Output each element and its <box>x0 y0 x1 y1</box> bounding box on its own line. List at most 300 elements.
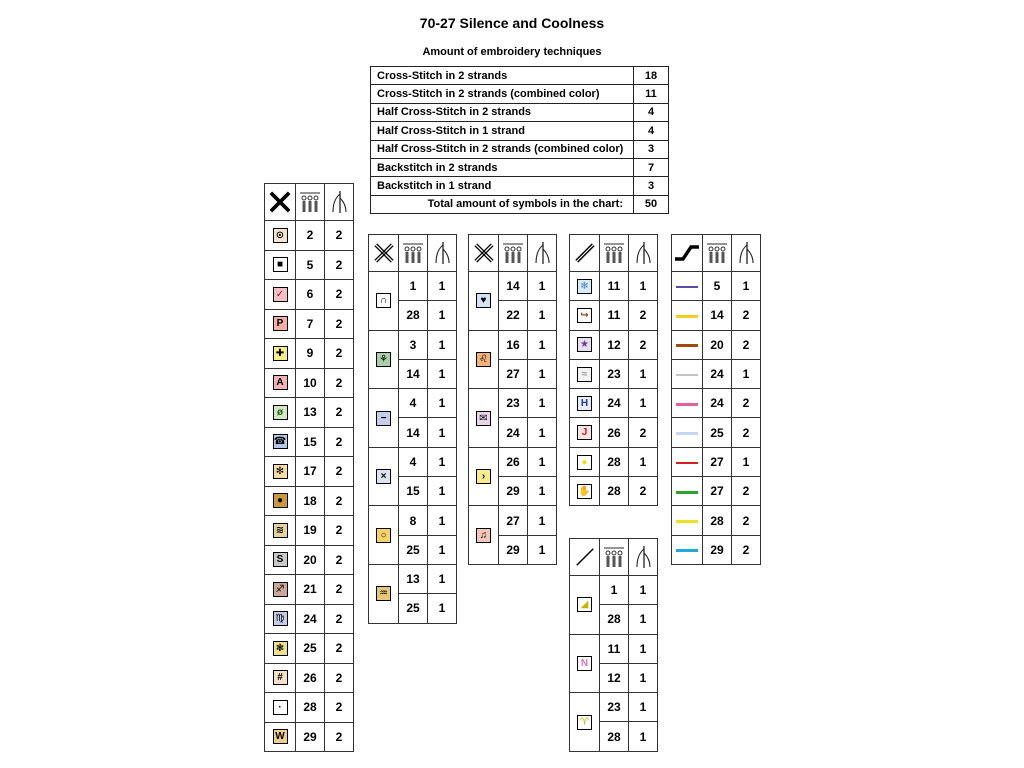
key-row <box>369 447 457 476</box>
cross-stitch-combined-header-icon <box>369 235 399 272</box>
thread-color-number: 25 <box>296 634 325 664</box>
thread-color-number: 25 <box>399 535 428 564</box>
symbol-cell <box>469 330 499 389</box>
strand-count: 1 <box>428 272 457 301</box>
cross-stitch-header-icon <box>265 184 296 221</box>
thread-color-number: 24 <box>703 359 732 388</box>
thread-color-number: 20 <box>703 330 732 359</box>
technique-count: 11 <box>634 85 669 103</box>
technique-label: Cross-Stitch in 2 strands <box>371 67 634 85</box>
strand-count: 1 <box>629 576 658 605</box>
symbol-cell <box>369 564 399 623</box>
thread-color-number: 5 <box>703 272 732 301</box>
technique-count: 3 <box>634 177 669 195</box>
key-row <box>265 309 354 339</box>
summary-row <box>371 85 669 103</box>
strand-count: 2 <box>325 457 354 487</box>
key-row <box>672 447 761 476</box>
strand-count: 1 <box>428 359 457 388</box>
strand-count: 2 <box>325 634 354 664</box>
half-cross-stitch-key-table <box>569 234 658 506</box>
summary-row <box>371 140 669 158</box>
line-purple-icon <box>676 286 698 288</box>
thread-color-number: 14 <box>703 301 732 330</box>
summary-row <box>371 158 669 176</box>
key-row <box>672 389 761 418</box>
technique-label: Half Cross-Stitch in 2 strands <box>371 103 634 121</box>
thread-color-header-icon <box>600 235 629 272</box>
leo-icon: ♌ <box>476 352 491 367</box>
thread-color-number: 11 <box>600 301 629 330</box>
thread-color-number: 14 <box>399 418 428 447</box>
key-row <box>672 330 761 359</box>
strand-count: 2 <box>325 575 354 605</box>
strands-header-icon <box>325 184 354 221</box>
line-yellow-icon <box>676 315 698 318</box>
strand-count: 1 <box>428 330 457 359</box>
technique-count: 7 <box>634 158 669 176</box>
strand-count: 2 <box>732 535 761 564</box>
strand-count: 2 <box>325 427 354 457</box>
arch-icon: ∩ <box>376 293 391 308</box>
key-row <box>265 427 354 457</box>
symbol-cell <box>265 722 296 752</box>
strand-count: 1 <box>629 722 658 751</box>
key-row <box>369 272 457 301</box>
strand-count: 1 <box>629 693 658 722</box>
thread-color-number: 23 <box>600 359 629 388</box>
thread-color-number: 24 <box>296 604 325 634</box>
key-row <box>672 359 761 388</box>
strand-count: 1 <box>528 301 557 330</box>
half-cross-stitch-header-icon <box>570 235 600 272</box>
symbol-cell <box>672 418 703 447</box>
symbol-cell <box>369 447 399 506</box>
thread-color-number: 28 <box>703 506 732 535</box>
thread-color-header-icon <box>499 235 528 272</box>
hand-icon: ✋ <box>578 485 591 497</box>
letter-a-icon: A <box>273 375 288 390</box>
small-x-icon: × <box>376 469 391 484</box>
strand-count: 2 <box>629 418 658 447</box>
symbol-cell <box>265 221 296 251</box>
thread-color-number: 24 <box>703 389 732 418</box>
key-row <box>265 398 354 428</box>
thread-color-number: 4 <box>399 447 428 476</box>
strand-count: 1 <box>428 418 457 447</box>
line-light-blue-icon <box>676 432 698 435</box>
strand-count: 1 <box>428 477 457 506</box>
symbol-cell <box>672 477 703 506</box>
summary-row <box>371 67 669 85</box>
strand-count: 1 <box>528 330 557 359</box>
key-row <box>265 221 354 251</box>
symbol-cell <box>369 389 399 448</box>
minus-icon: − <box>376 411 391 426</box>
strand-count: 2 <box>325 398 354 428</box>
thread-color-header-icon <box>703 235 732 272</box>
thread-color-number: 11 <box>600 634 629 663</box>
symbol-cell <box>265 398 296 428</box>
thread-color-number: 24 <box>600 389 629 418</box>
symbol-cell <box>570 693 600 752</box>
technique-label: Backstitch in 2 strands <box>371 158 634 176</box>
thread-color-number: 25 <box>399 594 428 623</box>
snowflake-icon: ✻ <box>273 464 288 479</box>
letter-h-icon: H <box>577 396 592 411</box>
thread-color-number: 26 <box>296 663 325 693</box>
thread-color-number: 28 <box>296 693 325 723</box>
symbol-cell <box>570 447 600 476</box>
thread-color-number: 14 <box>499 272 528 301</box>
key-row <box>265 693 354 723</box>
strand-count: 1 <box>528 418 557 447</box>
strands-header-icon <box>629 539 658 576</box>
strand-count: 1 <box>528 389 557 418</box>
key-row <box>265 604 354 634</box>
key-row <box>265 722 354 752</box>
thread-color-number: 8 <box>399 506 428 535</box>
symbol-cell <box>265 427 296 457</box>
thread-color-header-icon <box>296 184 325 221</box>
line-red-icon <box>676 462 698 464</box>
summary-total-row <box>371 195 669 213</box>
key-row <box>570 330 658 359</box>
strand-count: 2 <box>325 545 354 575</box>
thread-color-number: 16 <box>499 330 528 359</box>
thread-color-number: 13 <box>399 564 428 593</box>
strand-count: 1 <box>428 564 457 593</box>
key-row <box>265 486 354 516</box>
key-row <box>469 330 557 359</box>
key-row <box>265 663 354 693</box>
line-cyan-icon <box>676 549 698 552</box>
strand-count: 1 <box>629 447 658 476</box>
key-row <box>570 301 658 330</box>
thread-color-number: 12 <box>600 663 629 692</box>
key-row <box>265 545 354 575</box>
thread-color-number: 6 <box>296 280 325 310</box>
snowflake-outline-icon: ❄ <box>577 279 592 294</box>
symbol-cell <box>265 693 296 723</box>
strand-count: 1 <box>528 477 557 506</box>
symbol-cell <box>469 389 499 448</box>
summary-row <box>371 122 669 140</box>
key-row <box>570 693 658 722</box>
total-count: 50 <box>634 195 669 213</box>
thread-color-number: 11 <box>600 272 629 301</box>
thread-color-number: 12 <box>600 330 629 359</box>
telephone-icon: ☎ <box>273 436 287 448</box>
virgo-icon: ♍ <box>273 611 288 626</box>
key-row <box>265 339 354 369</box>
symbol-cell <box>672 506 703 535</box>
thread-color-number: 29 <box>499 477 528 506</box>
strand-count: 2 <box>732 418 761 447</box>
symbol-cell <box>265 280 296 310</box>
technique-label: Half Cross-Stitch in 1 strand <box>371 122 634 140</box>
thread-color-number: 23 <box>600 693 629 722</box>
thread-color-number: 26 <box>600 418 629 447</box>
thread-color-number: 21 <box>296 575 325 605</box>
strands-header-icon <box>428 235 457 272</box>
line-grey-icon <box>676 374 698 376</box>
symbol-cell <box>570 389 600 418</box>
star-icon: ★ <box>577 337 592 352</box>
half-cross-stitch-single-header-icon <box>570 539 600 576</box>
line-brown-icon <box>676 344 698 347</box>
symbol-cell <box>672 389 703 418</box>
strand-count: 1 <box>428 301 457 330</box>
symbol-cell <box>672 359 703 388</box>
butterfly-icon: ⚘ <box>376 352 391 367</box>
strand-count: 2 <box>325 368 354 398</box>
symbol-cell <box>469 506 499 565</box>
strand-count: 1 <box>629 389 658 418</box>
drop-icon: ● <box>273 493 288 508</box>
symbol-cell <box>570 301 600 330</box>
key-row <box>265 516 354 546</box>
strand-count: 2 <box>325 486 354 516</box>
strand-count: 2 <box>325 250 354 280</box>
strand-count: 1 <box>629 272 658 301</box>
thread-color-number: 20 <box>296 545 325 575</box>
symbol-cell <box>265 663 296 693</box>
strand-count: 1 <box>629 605 658 634</box>
symbol-cell <box>570 418 600 447</box>
strand-count: 2 <box>732 506 761 535</box>
bell-icon: ♫ <box>476 528 491 543</box>
symbol-cell <box>265 545 296 575</box>
strand-count: 2 <box>325 309 354 339</box>
line-lemon-icon <box>676 520 698 523</box>
strand-count: 1 <box>528 272 557 301</box>
key-row <box>672 535 761 564</box>
technique-label: Cross-Stitch in 2 strands (combined color) <box>371 85 634 103</box>
thread-color-number: 9 <box>296 339 325 369</box>
sagittarius-icon: ♐ <box>273 582 288 597</box>
symbol-cell <box>570 576 600 635</box>
strand-count: 1 <box>428 506 457 535</box>
key-row <box>570 634 658 663</box>
symbol-cell <box>369 330 399 389</box>
symbol-cell <box>672 301 703 330</box>
thread-color-number: 18 <box>296 486 325 516</box>
leaf-icon: ø <box>273 405 288 420</box>
thread-color-number: 28 <box>399 301 428 330</box>
thread-color-number: 23 <box>499 389 528 418</box>
heart-icon: ♥ <box>476 293 491 308</box>
thread-color-number: 27 <box>703 477 732 506</box>
key-row <box>570 447 658 476</box>
backstitch-header-icon <box>672 235 703 272</box>
summary-row <box>371 103 669 121</box>
strand-count: 1 <box>629 634 658 663</box>
key-row <box>469 447 557 476</box>
key-row <box>265 368 354 398</box>
symbol-cell <box>265 604 296 634</box>
half-cross-stitch-combined-key-table <box>569 538 658 752</box>
letter-n-icon: N <box>577 656 592 671</box>
key-row <box>672 477 761 506</box>
strand-count: 1 <box>428 389 457 418</box>
hash-icon: # <box>273 670 288 685</box>
key-row <box>265 575 354 605</box>
symbol-cell <box>570 272 600 301</box>
hook-icon: ↪ <box>577 308 592 323</box>
strand-count: 2 <box>732 330 761 359</box>
letter-j-icon: J <box>577 425 592 440</box>
key-row <box>672 418 761 447</box>
aquarius-icon: ♒ <box>376 586 391 601</box>
strand-count: 1 <box>732 359 761 388</box>
key-row <box>469 506 557 535</box>
key-row <box>369 506 457 535</box>
symbol-cell <box>265 575 296 605</box>
strand-count: 1 <box>629 359 658 388</box>
strand-count: 1 <box>528 359 557 388</box>
strand-count: 2 <box>325 280 354 310</box>
thread-color-number: 15 <box>296 427 325 457</box>
key-row <box>570 576 658 605</box>
strand-count: 1 <box>732 272 761 301</box>
strands-header-icon <box>629 235 658 272</box>
total-label: Total amount of symbols in the chart: <box>371 195 634 213</box>
thread-color-number: 4 <box>399 389 428 418</box>
symbol-cell <box>570 330 600 359</box>
symbol-cell <box>265 309 296 339</box>
yellow-dot-icon: ● <box>577 455 592 470</box>
page-title: 70-27 Silence and Coolness <box>419 15 605 31</box>
symbol-cell <box>265 368 296 398</box>
plus-icon: ✚ <box>273 346 288 361</box>
page-subtitle: Amount of embroidery techniques <box>422 46 602 58</box>
letter-p-icon: P <box>273 316 288 331</box>
strands-header-icon <box>732 235 761 272</box>
thread-color-number: 13 <box>296 398 325 428</box>
strand-count: 2 <box>325 604 354 634</box>
key-row <box>369 330 457 359</box>
symbol-cell <box>369 506 399 565</box>
thread-color-number: 1 <box>399 272 428 301</box>
strand-count: 2 <box>325 516 354 546</box>
thread-color-number: 29 <box>703 535 732 564</box>
strand-count: 1 <box>428 447 457 476</box>
strand-count: 1 <box>732 447 761 476</box>
line-pink-icon <box>676 403 698 406</box>
thread-color-number: 29 <box>499 535 528 564</box>
thread-color-number: 28 <box>600 477 629 506</box>
key-row <box>369 564 457 593</box>
line-green-icon <box>676 491 698 494</box>
technique-label: Backstitch in 1 strand <box>371 177 634 195</box>
key-row <box>672 301 761 330</box>
key-row <box>469 272 557 301</box>
strand-count: 1 <box>428 594 457 623</box>
thread-color-number: 29 <box>296 722 325 752</box>
thread-color-number: 3 <box>399 330 428 359</box>
black-square-icon: ■ <box>273 257 288 272</box>
symbol-cell <box>265 457 296 487</box>
symbol-cell <box>469 447 499 506</box>
strand-count: 1 <box>528 506 557 535</box>
symbol-cell <box>672 447 703 476</box>
thread-color-number: 19 <box>296 516 325 546</box>
strand-count: 2 <box>325 663 354 693</box>
backstitch-key-table <box>671 234 761 565</box>
thread-color-number: 2 <box>296 221 325 251</box>
thread-color-header-icon <box>600 539 629 576</box>
greater-than-icon: › <box>476 469 491 484</box>
technique-count: 4 <box>634 122 669 140</box>
strand-count: 1 <box>428 535 457 564</box>
symbol-cell <box>672 272 703 301</box>
key-row <box>570 359 658 388</box>
thread-color-number: 28 <box>600 605 629 634</box>
dot-in-circle-icon: ⊙ <box>273 228 288 243</box>
thread-color-number: 24 <box>499 418 528 447</box>
technique-count: 4 <box>634 103 669 121</box>
swirl-icon: ≈ <box>577 367 592 382</box>
key-row <box>469 389 557 418</box>
strand-count: 2 <box>629 330 658 359</box>
thread-color-number: 22 <box>499 301 528 330</box>
symbol-cell <box>570 359 600 388</box>
triangle-icon: ◢ <box>577 597 592 612</box>
strand-count: 2 <box>325 693 354 723</box>
technique-label: Half Cross-Stitch in 2 strands (combined color) <box>371 140 634 158</box>
symbol-cell <box>265 634 296 664</box>
check-mark-icon: ✓ <box>273 287 288 302</box>
strand-count: 2 <box>732 477 761 506</box>
key-row <box>570 389 658 418</box>
technique-count: 18 <box>634 67 669 85</box>
thread-color-number: 27 <box>499 359 528 388</box>
strand-count: 1 <box>528 447 557 476</box>
thread-color-number: 27 <box>703 447 732 476</box>
aries-icon: ♈ <box>577 715 592 730</box>
envelope-icon: ✉ <box>476 411 491 426</box>
key-row <box>672 272 761 301</box>
symbol-cell <box>672 535 703 564</box>
techniques-summary-table <box>370 66 669 214</box>
thread-color-number: 28 <box>600 722 629 751</box>
thread-color-number: 27 <box>499 506 528 535</box>
cross-stitch-key-table <box>264 183 354 752</box>
strand-count: 2 <box>325 722 354 752</box>
thread-color-number: 7 <box>296 309 325 339</box>
thread-color-number: 15 <box>399 477 428 506</box>
letter-w-icon: W <box>273 729 288 744</box>
thread-color-header-icon <box>399 235 428 272</box>
thread-color-number: 17 <box>296 457 325 487</box>
cross-stitch-combined-key-table-a <box>368 234 457 624</box>
symbol-cell <box>265 339 296 369</box>
symbol-cell <box>570 634 600 693</box>
key-row <box>570 418 658 447</box>
thread-color-number: 28 <box>600 447 629 476</box>
key-row <box>265 280 354 310</box>
thread-color-number: 26 <box>499 447 528 476</box>
symbol-cell <box>369 272 399 331</box>
cross-stitch-combined-header-icon <box>469 235 499 272</box>
key-row <box>265 457 354 487</box>
key-row <box>570 477 658 506</box>
thread-color-number: 14 <box>399 359 428 388</box>
technique-count: 3 <box>634 140 669 158</box>
flower-icon: ❃ <box>273 641 288 656</box>
strand-count: 2 <box>325 221 354 251</box>
